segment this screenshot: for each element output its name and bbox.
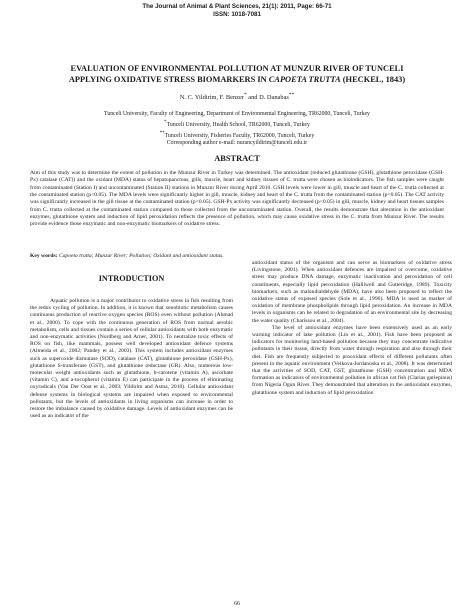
- affiliation-3: [0, 130, 474, 141]
- affiliation-2-marker: *: [164, 119, 167, 125]
- intro-paragraph-1: Aquatic pollution is a major contributor to oxidative stress in fish resulting from the redox cycling of pollution. In addition, it is known that xenobiotic metabolism causes continuous production of reactive oxygen species (ROS) even without pollution (Ahmad et al., 2000). To cope with the continuous generation of ROS from normal aerobic metabolism, cells and tissues contain a series of cellular antioxidants with both enzymatic and non-enzymatic activities (Nordberg and Arner, 2001). To neutralize toxic effects of ROS on fish, like mammals, possess well developed antioxidant defence systems (Almeida et al., 2002; Pandey et al., 2003). This system includes antioxidant enzymes such as superoxide dismutase (SOD), catalase (CAT), glutathione peroxidase (GSH-Px), glutathione S-transferase (GST), and glutathione reductase (GR). Also, numerous low-molecular weight antioxidants such as glutathione, b-carotene (vitamin A), ascorbate (vitamin C), and a-tocopherol (vitamin E) can participate in the process of eliminating oxyradicals (Van Der Oost et al., 2003; Yildirim and Asma, 2010). Cellular antioxidant defense systems in biological systems are impaired when exposed to environmental pollutants, but the levels of antioxidants in living organisms can increase in order to restore the imbalance caused by oxidative damage. Levels of antioxidant enzymes can be used as an indicator of the: [30, 298, 233, 420]
- right-column: [252, 260, 452, 397]
- abstract-heading: ABSTRACT: [214, 154, 260, 163]
- affiliation-2: [0, 119, 474, 130]
- journal-citation: The Journal of Animal & Plant Sciences, 21(1): 2011, Page: 66-71: [142, 3, 332, 10]
- author-last: and D. Danabas: [246, 94, 289, 102]
- journal-header: [0, 3, 474, 19]
- affiliation-2-text: Tunceli University, Health School, TR62000, Tunceli, Turkey: [166, 121, 310, 128]
- keywords-label: Key words:: [30, 253, 58, 259]
- keywords-text: Capoeta trutta; Munzur River; Pollution; Oxidant and antioxidant status.: [57, 253, 224, 259]
- title-line-2-end: (HECKEL, 1843): [340, 75, 406, 84]
- author-names: N. C. Yildirim, F. Benzer: [179, 94, 244, 102]
- corresponding-author: Corresponding author e-mail: nurancyildirim@tunceli.edu.tr: [166, 140, 308, 147]
- paper-title: [30, 63, 444, 85]
- affiliation-3-marker: **: [159, 130, 165, 136]
- title-species: CAPOETA TRUTTA: [268, 75, 341, 84]
- journal-issn: ISSN: 1018-7081: [213, 11, 261, 18]
- author-marker-2: **: [288, 92, 295, 98]
- affiliation-3-text: Tunceli University, Fisheries Faculty, TR62000, Tunceli, Turkey: [164, 132, 315, 139]
- left-column: [30, 270, 233, 420]
- abstract-text: Aim of this study was to determine the extent of pollution in the Munzur River in Turkey was determined. The antioxidant (reduced glutathione (GSH), glutathione peroxidase (GSH-Px) catalase (CAT)) and the oxidant (MDA) status of hepatopancreas, gills, muscle, heart and kidney tissues of C. trutta were chosen as bioindicators. The fish samples were caught from contaminated (Station I) and uncontaminated (Station II) stations in Munzur River during April 2010. GSH levels were lower in gill, muscle and heart of the C. trutta collected at the contaminated station (p<0.05). The MDA levels were significantly higher in gill, muscle, kidney and heart of the C. trutta from the contaminated station (p<0.05). The CAT activity was significantly increased in the gill tissue at the contaminated station (p<0.05). GSH-Px activity was significantly decreased (p<0.05) in gill, muscle, kidney and heart tissues samples from C. trutta collected at the contaminated station compared to those collected from the uncontaminated station. Overall, the results demonstrate that alteration in the antioxidant enzymes, glutathione system and induction of lipid peroxidation reflects the presence of pollution, which may cause oxidative stress in the C. trutta from Munzur River. The results provide evidence those enzymatic and non-enzymatic biomarkers of oxidative stress.: [30, 170, 444, 228]
- author-list: [0, 91, 474, 102]
- introduction-heading: INTRODUCTION: [98, 274, 165, 283]
- title-line-2-start: APPLYING OXIDATIVE STRESS BIOMARKERS IN: [68, 75, 269, 84]
- intro-paragraph-2: antioxidant status of the organism and can serve as biomarkers of oxidative stress (Livingstone, 2001). When antioxidant defences are impaired or overcome, oxidative stress may produce DNA damage, enzymatic inactivation and peroxidation of cell constituents, especially lipid peroxidation (Halliwell and Gutteridge, 1989). Toxicity biomarkers, such as malondialdehyde (MDA), have also been proposed to reflect the oxidative status of exposed species (Sole et al., 1996). MDA is used as marker of oxidation of membrane phospholipids through lipid peroxidation. An increase in MDA levels in organisms can be related to degradation of an environmental site by decreasing the water quality (Charissou et al., 2004).: [252, 260, 452, 324]
- intro-paragraph-3: The level of antioxidant enzymes have been extensively used as an early warning indicator of lake pollution (Lin et al., 2001). Fish have been proposed as indicators for monitoring land-based pollution because they may concentrate indicative pollutants in their tissue, directly from water through respiration and also through their diet. Fish are frequently subjected to prooxidant effects of different pollutants often present in the aquatic environment (Velkova-Jordanoska et al., 2008). It was determined that the activities of SOD, CAT, GST, glutathione (GSH) concentration and MDA formation as indicators of environmental pollution in african cat fish (Clarias gariepinus) from Nigeria Ogun River. They demonstrated that alteration in the antioxidant enzymes, glutathione system and induction of lipid peroxidation: [252, 324, 452, 396]
- affiliations: [0, 111, 474, 148]
- page-number: 66: [234, 601, 240, 607]
- title-line-2: [30, 74, 444, 85]
- affiliation-1: Tunceli University, Faculty of Engineering, Department of Environmental Engineering, TR62000, Tunceli, Turkey: [104, 111, 370, 117]
- author-marker-1: *: [243, 92, 247, 98]
- title-line-1: EVALUATION OF ENVIRONMENTAL POLLUTION AT MUNZUR RIVER OF TUNCELI: [70, 64, 404, 73]
